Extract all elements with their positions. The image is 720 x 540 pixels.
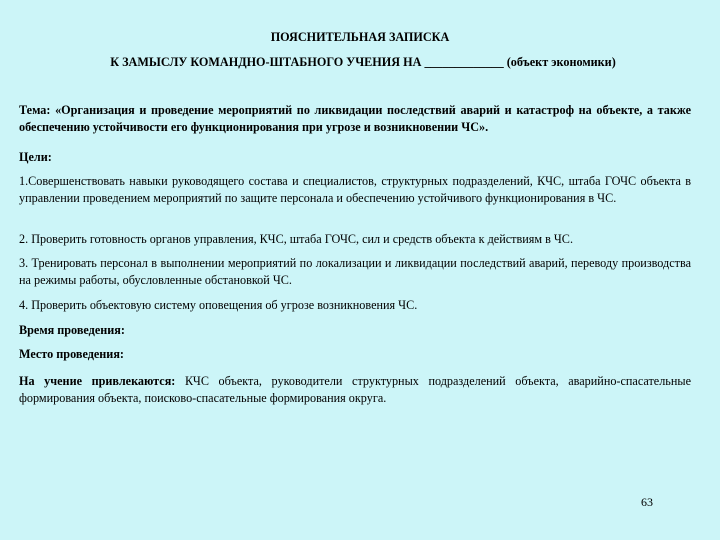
goal-item-3: 3. Тренировать персонал в выполнении мероприятий по локализации и ликвидации последствий аварий, переводу производства на режимы работы, обусловленные обстановкой ЧС. xyxy=(19,256,691,287)
goals-heading: Цели: xyxy=(19,150,52,164)
involved-paragraph xyxy=(19,373,691,406)
page-number: 63 xyxy=(641,495,653,509)
place-heading: Место проведения: xyxy=(19,347,124,361)
involved-label: На учение привлекаются: xyxy=(19,374,176,388)
involved-text: КЧС объекта, руководители структурных подразделений объекта, аварийно-спасательные формирования объекта, поисково-спасательные формирования округа. xyxy=(19,374,691,405)
document-title: ПОЯСНИТЕЛЬНАЯ ЗАПИСКА xyxy=(270,30,450,44)
time-heading: Время проведения: xyxy=(19,323,125,337)
document-subtitle: К ЗАМЫСЛУ КОМАНДНО-ШТАБНОГО УЧЕНИЯ НА _____________ (объект экономики) xyxy=(110,55,616,69)
goal-item-2: 2. Проверить готовность органов управления, КЧС, штаба ГОЧС, сил и средств объекта к действиям в ЧС. xyxy=(19,232,573,246)
goal-item-1: 1.Совершенствовать навыки руководящего состава и специалистов, структурных подразделений, КЧС, штаба ГОЧС объекта в управлении проведением мероприятий по защите персонала и обеспечению устойчивого функционирования в ЧС. xyxy=(19,174,691,205)
goal-item-4: 4. Проверить объектовую систему оповещения об угрозе возникновения ЧС. xyxy=(19,298,418,312)
theme-paragraph: Тема: «Организация и проведение мероприятий по ликвидации последствий аварий и катастроф на объекте, а также обеспечению устойчивости его функционирования при угрозе и возникновении ЧС». xyxy=(19,103,691,134)
